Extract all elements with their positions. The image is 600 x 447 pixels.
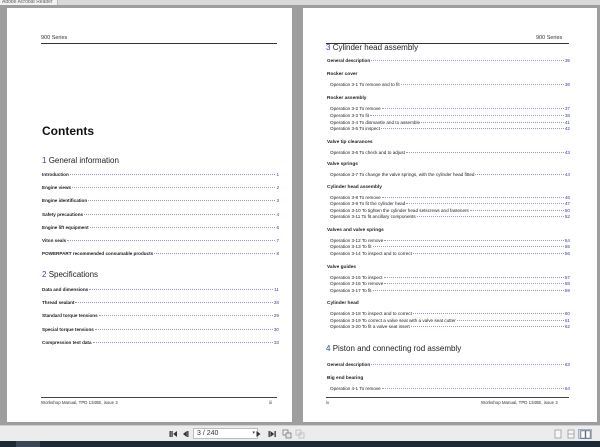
toc-page-link[interactable]: 35 [564, 58, 570, 63]
os-taskbar [0, 441, 600, 447]
toc-entry-label: Operation 3-1 To remove and to fit [330, 82, 400, 87]
toc-operation-entry[interactable] [330, 311, 570, 316]
toc-page-link[interactable]: 41 [564, 120, 570, 125]
section-3-title: 3 Cylinder head assembly [326, 43, 419, 52]
dot-leader [373, 290, 564, 291]
toc-page-link[interactable]: 58 [564, 281, 570, 286]
toc-entry-label: Operation 3-8 To remove [330, 195, 381, 200]
dot-leader [384, 240, 564, 241]
toc-page-link[interactable]: 64 [564, 386, 570, 391]
page-iv [303, 8, 597, 422]
toc-operation-entry[interactable] [330, 126, 570, 131]
toc-operation-entry[interactable] [330, 244, 570, 249]
toc-operation-entry[interactable] [330, 201, 570, 206]
dot-leader [95, 329, 273, 330]
page-indicator: 3 / 240 [197, 430, 219, 437]
toc-entry-label: Operation 3-11 To fit ancillary components [330, 214, 416, 219]
dot-leader [370, 115, 564, 116]
toc-operation-entry[interactable] [330, 251, 570, 256]
toc-entry-label: Introduction [42, 172, 69, 177]
toc-page-link[interactable]: 42 [564, 126, 570, 131]
toc-operation-entry[interactable] [330, 195, 570, 200]
toc-operation-entry[interactable] [330, 172, 570, 177]
chevron-down-icon[interactable]: ▾ [252, 430, 255, 436]
toc-group-heading: Valve guides [327, 265, 357, 270]
toc-group-heading: Rocker cover [327, 72, 358, 77]
dot-leader [99, 315, 273, 316]
toc-page-link[interactable]: 44 [564, 172, 570, 177]
toc-entry-label: Operation 3-12 To remove [330, 238, 384, 243]
toc-page-link[interactable]: 1 [276, 172, 279, 177]
footer-manual-ref: Workshop Manual, TPD 1345E, issue 3 [41, 400, 118, 405]
dot-leader [384, 283, 564, 284]
toc-page-link[interactable]: 29 [273, 313, 279, 319]
toc-entry-label: Operation 3-2 To remove [330, 106, 381, 111]
page-navigation-toolbar [0, 425, 600, 441]
last-page-icon [268, 430, 276, 438]
toc-operation-entry[interactable] [330, 82, 570, 87]
dot-leader [384, 277, 564, 278]
toc-entry-label: Safety precautions [42, 211, 84, 217]
toc-entry-label: Operation 3-17 To fit [330, 288, 372, 293]
next-page-icon [255, 430, 262, 438]
first-page-button[interactable] [168, 429, 178, 439]
footer-page-number: iii [269, 400, 272, 405]
toc-page-link[interactable]: 54 [564, 238, 570, 243]
section-1-title: 1 General information [42, 156, 119, 165]
copy-pages-icon [282, 429, 292, 439]
toc-page-link[interactable]: 60 [564, 311, 570, 316]
toc-page-link[interactable]: 47 [564, 201, 570, 206]
toc-operation-entry[interactable] [330, 208, 570, 213]
first-page-icon [169, 430, 177, 438]
toc-entry[interactable] [42, 300, 279, 305]
toc-page-link[interactable]: 63 [564, 362, 570, 367]
toc-entry[interactable] [42, 287, 279, 292]
toc-group-heading: Cylinder head assembly [327, 185, 382, 190]
toc-page-link[interactable]: 56 [564, 251, 570, 256]
toc-page-link[interactable]: 50 [564, 208, 570, 213]
toc-entry[interactable] [42, 313, 279, 318]
dot-leader [382, 388, 564, 389]
toc-entry-label: Viton seals [42, 238, 67, 243]
dot-leader [421, 122, 564, 123]
dot-leader [75, 302, 272, 303]
dot-leader [470, 210, 564, 211]
dot-leader [406, 152, 564, 153]
toc-page-link[interactable]: 7 [276, 238, 279, 243]
footer-rule [41, 397, 277, 398]
previous-page-button[interactable] [181, 429, 190, 439]
toc-entry[interactable] [327, 58, 570, 63]
dot-leader [88, 200, 275, 201]
toc-operation-entry[interactable] [330, 318, 570, 323]
toc-page-link[interactable]: 52 [564, 214, 570, 219]
document-viewer[interactable] [0, 5, 600, 425]
dot-leader [382, 108, 564, 109]
toc-page-link[interactable]: 36 [564, 82, 570, 87]
two-page-icon [580, 430, 591, 439]
toc-entry-label: Thread sealant [42, 300, 75, 306]
toc-entry-label: Operation 3-5 To inspect [330, 126, 380, 131]
toc-entry-label: POWERPART recommended consumable products [42, 251, 154, 257]
toc-entry-label: Operation 3-13 To fit [330, 244, 372, 249]
toc-entry-label: Operation 3-4 To dismantle and to assemble [330, 120, 421, 125]
toc-operation-entry[interactable] [330, 150, 570, 155]
single-page-view-button[interactable] [553, 429, 563, 439]
toc-entry-label: Operation 3-6 To check and to adjust [330, 150, 405, 155]
dot-leader [67, 240, 275, 241]
continuous-view-button[interactable] [566, 429, 576, 439]
dot-leader [72, 187, 275, 188]
dot-leader [475, 174, 563, 175]
dot-leader [381, 128, 564, 129]
toc-group-heading: Valve tip clearances [327, 140, 373, 145]
toc-page-link[interactable]: 62 [564, 324, 570, 329]
contents-title: Contents [42, 124, 94, 138]
toc-entry-label: General description [327, 362, 371, 367]
toc-entry[interactable] [42, 212, 279, 217]
dot-leader [371, 60, 564, 61]
toc-group-heading: Valve springs [327, 162, 358, 167]
toc-entry-label: General description [327, 58, 371, 63]
toc-entry-label: Operation 3-15 To inspect [330, 275, 383, 280]
toc-operation-entry[interactable] [330, 120, 570, 125]
toc-entry-label: Operation 3-19 To correct a valve seat with a valve seat cutter [330, 318, 456, 323]
toc-page-link[interactable]: 30 [273, 326, 279, 332]
toc-entry[interactable] [42, 185, 279, 190]
toc-group-heading: Rocker assembly [327, 96, 367, 101]
toc-entry-label: Operation 3-16 To remove [330, 281, 384, 286]
toc-page-link[interactable]: 8 [276, 251, 279, 257]
dot-leader [457, 320, 564, 321]
dot-leader [90, 227, 276, 228]
document-tab-label: Adobe Acrobat Reader [2, 0, 53, 5]
toc-entry[interactable] [42, 198, 279, 203]
section-2-title: 2 Specifications [42, 270, 99, 279]
toc-page-link[interactable]: 11 [274, 287, 279, 292]
rotate-view-button[interactable] [281, 429, 293, 439]
footer-page-number: iv [326, 400, 330, 405]
section-4-title: 4 Piston and connecting rod assembly [326, 344, 462, 353]
dot-leader [417, 216, 564, 217]
toc-entry-label: Operation 3-20 To fit a valve seat insert [330, 324, 410, 329]
toc-group-heading: Valves and valve springs [327, 228, 384, 233]
dot-leader [373, 246, 564, 247]
toc-page-link[interactable]: 4 [276, 211, 279, 217]
toc-page-link[interactable]: 28 [273, 300, 279, 306]
page-iii [7, 8, 292, 422]
toc-entry[interactable] [327, 362, 570, 367]
toc-entry[interactable] [42, 225, 279, 230]
toc-entry-label: Standard torque tensions [42, 313, 98, 319]
toc-operation-entry[interactable] [330, 288, 570, 293]
toc-page-link[interactable]: 2 [276, 185, 279, 191]
header-rule [41, 43, 277, 44]
dot-leader [413, 313, 564, 314]
toc-page-link[interactable]: 46 [564, 195, 570, 200]
toc-entry-label: Operation 3-9 To fit the cylinder head [330, 201, 406, 206]
toc-entry-label: Special torque tensions [42, 326, 94, 332]
toc-group-heading: Cylinder head [327, 301, 359, 306]
dot-leader [89, 289, 273, 290]
toc-page-link[interactable]: 33 [273, 339, 279, 345]
toc-entry-label: Engine identification [42, 198, 88, 204]
toc-entry[interactable] [42, 340, 279, 345]
toc-page-link[interactable]: 43 [564, 150, 570, 155]
page-header-series: 900 Series [41, 35, 68, 41]
page-header-series: 900 Series [536, 35, 563, 41]
toc-operation-entry[interactable] [330, 386, 570, 391]
page-number-input[interactable] [193, 428, 258, 439]
footer-manual-ref: Workshop Manual, TPD 1345E, issue 3 [481, 400, 558, 405]
toc-entry-label: Operation 3-7 To change the valve springs, with the cylinder head fitted [330, 172, 475, 177]
toc-entry-label: Compression test data [42, 339, 92, 345]
toc-entry-label: Engine views [42, 185, 72, 191]
last-page-button[interactable] [267, 429, 277, 439]
toc-operation-entry[interactable] [330, 324, 570, 329]
fit-page-icon [295, 429, 305, 439]
footer-rule [326, 397, 569, 398]
toc-operation-entry[interactable] [330, 214, 570, 219]
toc-page-link[interactable]: 61 [564, 318, 570, 323]
toc-page-link[interactable]: 6 [276, 224, 279, 230]
toc-group-heading: Big end bearing [327, 376, 364, 381]
toc-entry-label: Operation 4-1 To remove [330, 386, 381, 391]
previous-page-icon [182, 430, 189, 438]
two-page-view-button[interactable] [578, 429, 592, 439]
toc-operation-entry[interactable] [330, 113, 570, 118]
taskbar-item[interactable] [16, 441, 40, 447]
toc-page-link[interactable]: 3 [276, 198, 279, 204]
toc-entry[interactable] [42, 238, 279, 243]
toc-page-link[interactable]: 59 [564, 288, 570, 293]
toc-page-link[interactable]: 37 [564, 106, 570, 111]
dot-leader [413, 253, 564, 254]
dot-leader [382, 197, 564, 198]
dot-leader [406, 203, 564, 204]
toc-operation-entry[interactable] [330, 238, 570, 243]
dot-leader [411, 326, 564, 327]
toc-operation-entry[interactable] [330, 106, 570, 111]
toc-entry-label: Operation 3-18 To inspect and to correct [330, 311, 412, 316]
toc-operation-entry[interactable] [330, 275, 570, 280]
dot-leader [371, 364, 564, 365]
toc-entry-label: Operation 3-3 To fit [330, 113, 369, 118]
dot-leader [401, 84, 564, 85]
dot-leader [84, 214, 275, 215]
dot-leader [154, 253, 275, 254]
toc-page-link[interactable]: 55 [564, 244, 570, 249]
toc-operation-entry[interactable] [330, 281, 570, 286]
next-page-button[interactable] [254, 429, 263, 439]
toc-entry-label: Engine lift equipment [42, 224, 89, 230]
toc-page-link[interactable]: 57 [564, 275, 570, 280]
toc-entry[interactable] [42, 327, 279, 332]
single-page-icon [554, 429, 562, 439]
toc-entry-label: Operation 3-14 To inspect and to correct [330, 251, 412, 256]
continuous-page-icon [567, 429, 575, 439]
fit-page-button[interactable] [294, 429, 306, 439]
toc-page-link[interactable]: 38 [564, 113, 570, 118]
toc-entry-label: Operation 3-10 To tighten the cylinder head setscrews and fasteners [330, 208, 469, 213]
toc-entry[interactable] [42, 172, 279, 177]
dot-leader [70, 174, 276, 175]
toc-entry[interactable] [42, 251, 279, 256]
toc-entry-label: Data and dimensions [42, 287, 89, 292]
dot-leader [93, 342, 273, 343]
